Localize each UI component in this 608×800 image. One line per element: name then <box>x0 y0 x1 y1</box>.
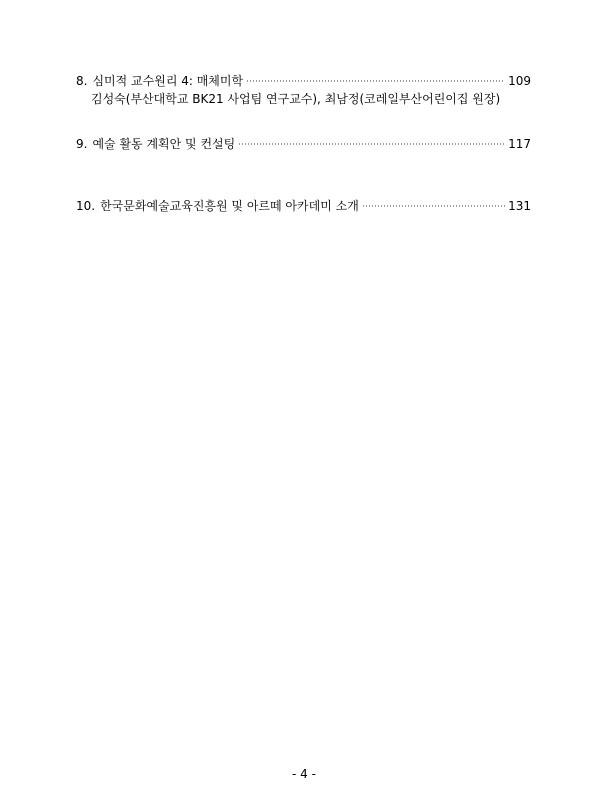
toc-entry-8 <box>76 72 531 108</box>
toc-entry-number: 9. <box>76 137 88 151</box>
toc-entry-line <box>76 135 531 153</box>
toc-entry-10 <box>76 197 531 215</box>
dot-leader <box>362 205 505 207</box>
toc-entry-title: 예술 활동 계획안 및 컨설팅 <box>92 137 236 151</box>
toc-entry-page: 117 <box>508 137 531 151</box>
toc-entry-title: 한국문화예술교육진흥원 및 아르떼 아카데미 소개 <box>100 199 359 213</box>
dot-leader <box>246 80 505 82</box>
toc-entry-title: 심미적 교수원리 4: 매체미학 <box>92 74 244 88</box>
toc-entry-page: 131 <box>508 199 531 213</box>
toc-entry-9 <box>76 135 531 153</box>
dot-leader <box>238 143 505 145</box>
toc-entry-number: 10. <box>76 199 96 213</box>
toc-entry-number: 8. <box>76 74 88 88</box>
toc-entry-line <box>76 197 531 215</box>
toc-entry-page: 109 <box>508 74 531 88</box>
page-number: - 4 - <box>292 767 316 781</box>
table-of-contents <box>76 72 531 215</box>
toc-entry-line <box>76 72 531 90</box>
toc-entry-authors: 김성숙(부산대학교 BK21 사업팀 연구교수), 최남정(코레일부산어린이집 원장) <box>91 92 501 106</box>
